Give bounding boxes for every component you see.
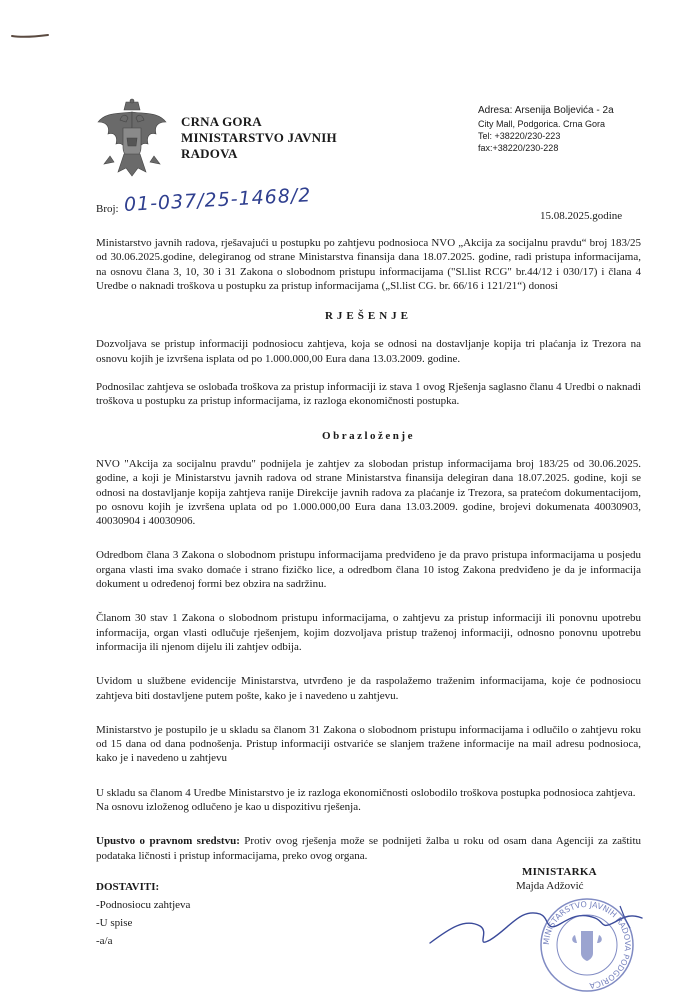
org-line-country: CRNA GORA (181, 114, 262, 129)
reasoning-paragraph-6: U skladu sa članom 4 Uredbe Ministarstvo je iz razloga ekonomičnosti oslobodilo troškova postupka podnosioca zahtjeva. (96, 786, 636, 799)
reasoning-paragraph-1: NVO "Akcija za socijalnu pravdu" podnijela je zahtjev za slobodan pristup informacijama broj 183/25 od 30.06.2025. godine, a koji je Ministarstvu javnih radova od strane Ministarstva finansija delegiran dana 18.07.2025. godine, koji se odnosi na dostavljanje kopija zahtjeva ranije Direkcije javnih radova za plaćanje iz Trezora, sa pratećom dokumentacijom, po osnovu kojih je izvršena uplata od po 1.000.000,00 Eura dana 13.03.2009. godine, brojevi dokumenata 40030903, 40030904 i 40030906. (96, 457, 641, 528)
organization-name (181, 114, 337, 162)
decision-paragraph-1: Dozvoljava se pristup informaciji podnosiocu zahtjeva, koja se odnosi na dostavljanje kopija tri plaćanja iz Trezora na osnovu kojih je izvršena isplata od po 1.000.000,00 Eura dana 13.03.2009. godine. (96, 338, 641, 365)
distribution-label: DOSTAVITI: (96, 881, 160, 893)
distribution-item: -U spise (96, 917, 133, 929)
distribution-item: -Podnosiocu zahtjeva (96, 899, 191, 911)
signatory-title: MINISTARKA (522, 866, 597, 878)
org-line-ministry-cont: RADOVA (181, 146, 238, 161)
distribution-item: -a/a (96, 935, 113, 947)
phone-line: Tel: +38220/230-223 (478, 131, 561, 141)
fax-line: fax:+38220/230-228 (478, 143, 559, 153)
reasoning-paragraph-5: Ministarstvo je postupilo je u skladu sa članom 31 Zakona o slobodnom pristupu informacijama i odlučilo o zahtjevu roku od 15 dana od dana podnošenja. Pristup informaciji ostvariće se slanjem tražene informacije na mail adresu podnosioca, kako je i navedeno u zahtjevu (96, 723, 641, 765)
reasoning-paragraph-7: Na osnovu izloženog odlučeno je kao u dispozitivu rješenja. (96, 801, 361, 814)
intro-paragraph: Ministarstvo javnih radova, rješavajući u postupku po zahtjevu podnosioca NVO „Akcija za socijalnu pravdu“ broj 183/25 od 30.06.2025.godine, delegiranog od strane Ministarstva finansija dana 18.07.2025. godine, radi pristupa informacijama, na osnovu člana 3, 10, 30 i 31 Zakona o slobodnom pristupu informacijama ("Sl.list RCG" br.44/12 i 030/17) i člana 4 Uredbe o naknadi troškova u postupku za pristup informacijama („Sl.list CG. br. 66/16 i 121/21“) donosi (96, 237, 641, 292)
org-line-ministry: MINISTARSTVO JAVNIH (181, 130, 337, 145)
reasoning-paragraph-2: Odredbom člana 3 Zakona o slobodnom pristupu informacijama predviđeno je da pravo pristupa informacijama u posjedu organa vlasti ima svako domaće i strano fizičko lice, a odredbom člana 10 istog Zakona predviđeno je da je informacija dokument u određenoj formi bez obzira na sadržinu. (96, 549, 641, 591)
coat-of-arms-icon (96, 98, 168, 182)
reference-label: Broj: (96, 203, 119, 215)
contact-block (478, 104, 614, 154)
distribution-list (96, 878, 190, 950)
legal-remedy-text: Protiv ovog rješenja može se podnijeti žalba u roku od osam dana Agenciji za zaštitu podataka ličnosti i pristup informacijama, preko ovog organa. (96, 835, 642, 862)
document-body (96, 236, 641, 863)
decision-heading: RJEŠENJE (324, 310, 413, 323)
signatory-name: Majda Adžović (516, 880, 584, 892)
legal-remedy (96, 834, 641, 863)
stamp-text: MINISTARSTVO JAVNIH RADOVA PODGORICA (541, 899, 633, 990)
document-date: 15.08.2025.godine (540, 210, 623, 222)
decision-paragraph-2: Podnosilac zahtjeva se oslobađa troškova za pristup informaciji iz stava 1 ovog Rješenja saglasno članu 4 Uredbi o naknadi troškova u postupku za pristup informacijama, iz razloga ekonomičnosti postupka. (96, 381, 641, 408)
pen-mark (10, 30, 50, 42)
official-stamp (537, 895, 637, 995)
legal-remedy-label: Upustvo o pravnom sredstvu: (96, 835, 240, 848)
reasoning-paragraph-4: Uvidom u službene evidencije Ministarstva, utvrđeno je da raspolažemo traženim informacijama, koje će podnosiocu zahtjeva biti dostavljene putem pošte, kako je i navedeno u zahtjevu. (96, 675, 641, 702)
reference-number-handwritten: 01-037/25-1468/2 (123, 184, 312, 216)
reasoning-heading: Obrazloženje (322, 429, 415, 442)
reasoning-paragraph-3: Članom 30 stav 1 Zakona o slobodnom pristupu informacijama, o zahtjevu za pristup informaciji ili ponovnu upotrebu informacija, organ vlasti odlučuje rješenjem, kojim dozvoljava pristup traženoj informaciji, odnosno ponovnu upotrebu informacija ili njenom dijelu ili zahtjev odbija. (96, 612, 641, 653)
address-line: Adresa: Arsenija Boljevića - 2a (478, 105, 614, 116)
address-line-2: City Mall, Podgorica. Crna Gora (478, 119, 606, 129)
